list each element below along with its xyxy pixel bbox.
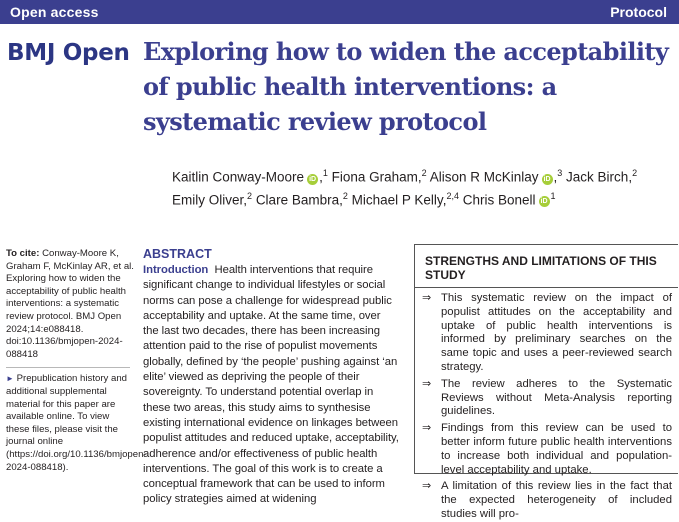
orcid-icon[interactable]: iD (309, 175, 317, 183)
abstract-section (143, 247, 399, 508)
cite-label: To cite: (6, 248, 40, 259)
abstract-body (143, 263, 399, 508)
arrow-right-icon: ⇒ (422, 480, 432, 493)
triangle-bullet-icon: ► (6, 374, 14, 384)
author-name: Alison R McKinlay (429, 169, 539, 185)
author-affiliation: 2 (247, 190, 253, 201)
author-name: Jack Birch (566, 169, 629, 185)
cite-text: Conway-Moore K, Graham F, McKinlay AR, et al. Exploring how to widen the acceptability of public health interventions: a systematic review protocol. BMJ Open 2024;14:e088418. doi:10.1136/bmjopen-2024-088418 (6, 248, 134, 360)
list-item-text: This systematic review on the impact of populist attitudes on the acceptability and uptake of public health interventions is informed by preliminary searches on the same topic and uses a peer-reviewed search strategy. (441, 292, 672, 373)
author-affiliation: 2 (421, 168, 427, 178)
abstract-heading: ABSTRACT (143, 247, 212, 261)
author-name: Fiona Graham (331, 169, 418, 185)
strengths-heading: STRENGTHS AND LIMITATIONS OF THIS STUDY (425, 254, 657, 282)
list-item (415, 422, 678, 477)
sidebar-divider (6, 367, 130, 368)
author-affiliation: 2 (632, 168, 638, 178)
top-banner (0, 0, 679, 24)
arrow-right-icon: ⇒ (422, 292, 432, 304)
list-item (415, 378, 678, 419)
author-affiliation: 1 (322, 168, 328, 178)
author-affiliation: 2 (342, 190, 348, 201)
list-item-text: A limitation of this review lies in the fact that the expected heterogeneity of included studies will pro- (441, 480, 672, 520)
prepub-text[interactable]: Prepublication history and additional supplemental material for this paper are available online. To view these files, please visit the journal online (https://doi.org/10.1136/bmjopen-2024-088418). (6, 373, 147, 473)
author-affiliation: 1 (550, 190, 556, 201)
author-name: Kaitlin Conway-Moore (172, 169, 305, 185)
citation-sidebar (6, 248, 147, 474)
author-affiliation: 3 (557, 168, 563, 178)
list-item (415, 480, 678, 521)
article-type-label: Protocol (610, 4, 667, 20)
article-title: Exploring how to widen the acceptability of public health interventions: a systematic review protocol (143, 37, 669, 136)
author-name: Emily Oliver (172, 192, 244, 207)
orcid-icon[interactable]: iD (543, 175, 551, 183)
list-item-text: Findings from this review can be used to better inform future public health interventions to increase both individual and population-level acceptability and uptake. (441, 422, 672, 476)
box-divider (415, 287, 678, 288)
author-list: Kaitlin Conway-Moore iD ,$^1$ Fiona Graham,$^2$ Alison R McKinlay iD ,$^3$ Jack Birch,$^2$ Emily Oliver,$^2$ Clare Bambra,$^2$ Michael P Kelly,$^{2,4}$ Chris Bonell $iD^1$ (172, 168, 638, 207)
open-access-label: Open access (10, 4, 99, 20)
arrow-right-icon: ⇒ (422, 377, 432, 390)
abstract-lead: Introduction (143, 264, 209, 276)
orcid-icon[interactable]: iD (540, 198, 548, 205)
prepub-block (6, 373, 147, 474)
strengths-limitations-box (414, 244, 678, 520)
citation-block (6, 248, 134, 361)
journal-logo: BMJ Open (7, 40, 130, 66)
author-affiliation: 2,4 (446, 190, 459, 201)
list-item-text: The review adheres to the Systematic Reviews without Meta-Analysis reporting guidelines. (441, 377, 672, 418)
abstract-text: Health interventions that require significant change to individual lifestyles or social norms can pose a challenge for widespread public acceptability and uptake. At the same time, over the last two decades, there has been increasing attention paid to the rise of populist movements globally, defined by ‘the people’ pushing against ‘an elite’ viewed as depriving the people of their sovereignty. To understand potential overlap in these two areas, this study aims to synthesise existing international evidence on linkages between populist attitudes and reduced uptake, acceptability, adherence and/or effectiveness of public health interventions. The goal of this work is to create a conceptual framework that can be used to inform policy strategies aimed at widening (143, 264, 399, 506)
author-name: Clare Bambra (255, 192, 340, 207)
arrow-right-icon: ⇒ (422, 422, 432, 435)
list-item (415, 292, 678, 375)
author-name: Michael P Kelly (351, 192, 443, 207)
strengths-list (415, 292, 678, 522)
author-name: Chris Bonell (462, 192, 536, 207)
